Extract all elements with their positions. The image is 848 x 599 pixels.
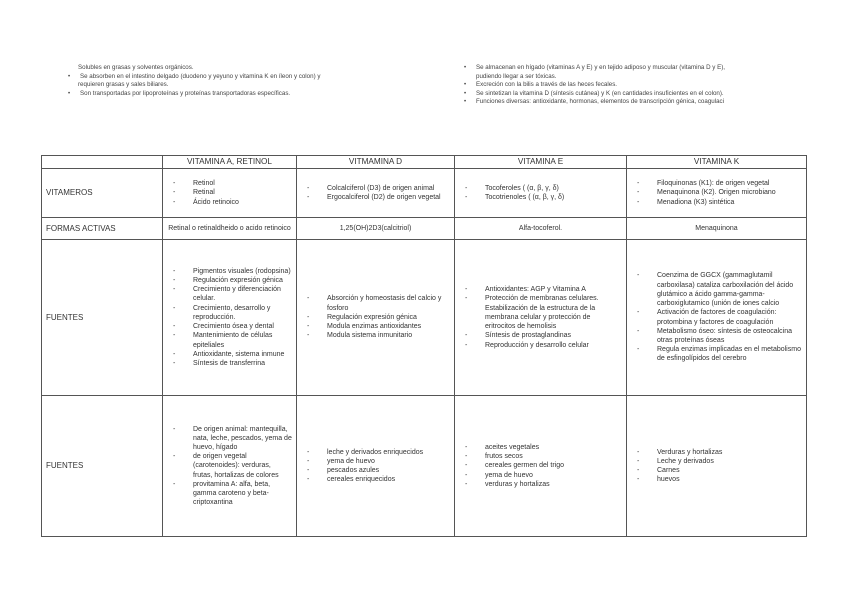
vitamin-table	[41, 155, 807, 537]
list-item: - Regula enzimas implicadas en el metabolismo de esfingolípidos del cerebro	[637, 345, 802, 363]
list-item: - Antioxidante, sistema inmune	[173, 350, 292, 359]
list-item: - Menaquinona (K2). Origen microbiano	[637, 188, 802, 197]
list-item: - Ergocalciferol (D2) de origen vegetal	[307, 193, 450, 202]
intro-right	[464, 64, 804, 107]
intro-right-line: pudiendo llegar a ser tóxicas.	[476, 72, 557, 80]
list-item: - aceites vegetales	[465, 443, 622, 452]
table-row-vitameros	[42, 169, 807, 218]
table-header-row	[42, 156, 807, 169]
list-item: - Mantenimiento de células epiteliales	[173, 331, 292, 349]
list-item: - de origen vegetal (carotenoides): verduras, frutas, hortalizas de colores	[173, 452, 292, 480]
list-item: - Metabolismo óseo: síntesis de osteocalcina otras proteínas óseas	[637, 327, 802, 345]
list-item: - Tocotrienoles ( (α, β, γ, δ)	[465, 193, 622, 202]
cell-funciones-a	[163, 240, 297, 396]
intro-left	[68, 64, 398, 98]
list-item: - Crecimiento ósea y dental	[173, 322, 292, 331]
cell-funciones-e	[455, 240, 627, 396]
list-item: - pescados azules	[307, 466, 450, 475]
list-item: - Absorción y homeostasis del calcio y fosforo	[307, 294, 450, 312]
list-item: - Carnes	[637, 466, 802, 475]
list-item: - Tocoferoles ( (α, β, γ, δ)	[465, 184, 622, 193]
list-item: - cereales enriquecidos	[307, 475, 450, 484]
list-item: - Filoquinonas (K1): de origen vegetal	[637, 179, 802, 188]
list-item: - Síntesis de prostaglandinas	[465, 331, 622, 340]
header-empty	[42, 156, 163, 169]
cell-fuentes-e	[455, 396, 627, 537]
list-item: - provitamina A: alfa, beta, gamma caroteno y beta-criptoxantina	[173, 480, 292, 508]
row-label: VITAMEROS	[42, 169, 163, 218]
list-item: - Retinal	[173, 188, 292, 197]
list-item: - Reproducción y desarrollo celular	[465, 341, 622, 350]
list-item: - Menadiona (K3) sintética	[637, 198, 802, 207]
list-item: - Síntesis de transferrina	[173, 359, 292, 368]
list-item: - Modula enzimas antioxidantes	[307, 322, 450, 331]
cell-formas-d: 1,25(OH)2D3(calcitriol)	[297, 218, 455, 240]
list-item: - Antioxidantes: AGP y Vitamina A	[465, 285, 622, 294]
list-item: - Regulación expresión génica	[173, 276, 292, 285]
intro-right-line: • Excreción con la bilis a través de las heces fecales.	[464, 81, 804, 90]
list-item: - huevos	[637, 475, 802, 484]
table-row-formas-activas	[42, 218, 807, 240]
intro-right-line: • Se sintetizan la vitamina D (síntesis cutánea) y K (en cantidades insuficientes en el colon).	[464, 90, 804, 99]
cell-fuentes-a	[163, 396, 297, 537]
list-item: - leche y derivados enriquecidos	[307, 448, 450, 457]
intro-right-line: • Funciones diversas: antioxidante, hormonas, elementos de transcripción génica, coagulaci	[464, 98, 804, 107]
header-vitamin-e: VITAMINA E	[455, 156, 627, 169]
list-item: - Verduras y hortalizas	[637, 448, 802, 457]
table-row-fuentes	[42, 396, 807, 537]
header-vitamin-a: VITAMINA A, RETINOL	[163, 156, 297, 169]
list-item: - yema de huevo	[465, 471, 622, 480]
list-item: - frutos secos	[465, 452, 622, 461]
list-item: - Crecimiento y diferenciación celular.	[173, 285, 292, 303]
list-item: - Protección de membranas celulares. Estabilización de la estructura de la membrana celular y protección de eritrocitos de hemolisis	[465, 294, 622, 331]
intro-left-line: • Se absorben en el intestino delgado (duodeno y yeyuno y vitamina K en íleon y colon) y	[68, 73, 398, 82]
list-item: - Activación de factores de coagulación: protombina y factores de coagulación	[637, 308, 802, 326]
row-label: FUENTES	[42, 396, 163, 537]
intro-left-line: requieren grasas y sales biliares.	[78, 81, 169, 89]
cell-funciones-d	[297, 240, 455, 396]
table-row-funciones	[42, 240, 807, 396]
intro-left-line: Solubles en grasas y solventes orgánicos.	[78, 64, 194, 71]
list-item: - Leche y derivados	[637, 457, 802, 466]
list-item: - verduras y hortalizas	[465, 480, 622, 489]
row-label: FORMAS ACTIVAS	[42, 218, 163, 240]
cell-vitameros-d	[297, 169, 455, 218]
list-item: - Crecimiento, desarrollo y reproducción.	[173, 304, 292, 322]
list-item: - Pigmentos visuales (rodopsina)	[173, 267, 292, 276]
row-label: FUENTES	[42, 240, 163, 396]
cell-vitameros-a	[163, 169, 297, 218]
header-vitamin-k: VITAMINA K	[627, 156, 807, 169]
list-item: - Regulación expresión génica	[307, 313, 450, 322]
list-item: - Modula sistema inmunitario	[307, 331, 450, 340]
list-item: - Coenzima de GGCX (gammaglutamil carboxilasa) cataliza carboxilación del ácido glutámico a ácido gamma-gamma-carboxiglutamico (unión de iones calcio	[637, 271, 802, 308]
cell-formas-k: Menaquinona	[627, 218, 807, 240]
intro-right-line: • Se almacenan en hígado (vitaminas A y E) y en tejido adiposo y muscular (vitamina D y E),	[464, 64, 804, 73]
cell-vitameros-e	[455, 169, 627, 218]
list-item: - cereales germen del trigo	[465, 461, 622, 470]
cell-formas-e: Alfa-tocoferol.	[455, 218, 627, 240]
list-item: - De origen animal: mantequilla, nata, leche, pescados, yema de huevo, hígado	[173, 425, 292, 453]
cell-fuentes-d	[297, 396, 455, 537]
cell-fuentes-k	[627, 396, 807, 537]
cell-formas-a: Retinal o retinaldheido o acido retinoico	[163, 218, 297, 240]
list-item: - yema de huevo	[307, 457, 450, 466]
list-item: - Colcalciferol (D3) de origen animal	[307, 184, 450, 193]
list-item: - Ácido retinoico	[173, 198, 292, 207]
header-vitamin-d: VITMAMINA D	[297, 156, 455, 169]
cell-funciones-k	[627, 240, 807, 396]
intro-left-line: • Son transportadas por lipoproteínas y proteínas transportadoras específicas.	[68, 90, 398, 99]
list-item: - Retinol	[173, 179, 292, 188]
cell-vitameros-k	[627, 169, 807, 218]
